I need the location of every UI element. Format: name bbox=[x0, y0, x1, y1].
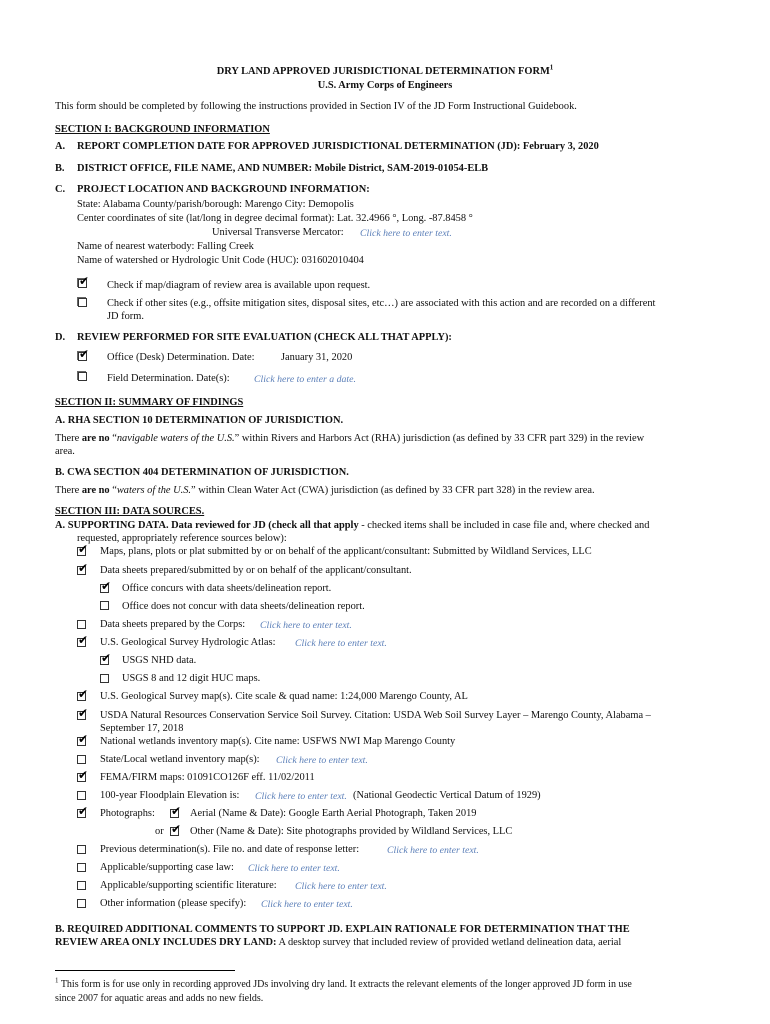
previous-determination-checkbox[interactable] bbox=[77, 845, 86, 854]
usgs-nhd-label: USGS NHD data. bbox=[122, 655, 197, 666]
office-determination-checkbox[interactable] bbox=[78, 347, 90, 361]
map-available-label: Check if map/diagram of review area is available upon request. bbox=[107, 280, 371, 291]
form-title: DRY LAND APPROVED JURISDICTIONAL DETERMINATION FORM$^1$ bbox=[216, 63, 554, 77]
office-not-concur-label: Office does not concur with data sheets/delineation report. bbox=[122, 601, 365, 612]
usgs-nhd-checkbox[interactable] bbox=[100, 651, 112, 665]
utm-label: Universal Transverse Mercator: bbox=[212, 227, 344, 238]
check-mark-icon: ✔ bbox=[78, 768, 89, 782]
check-mark-icon: ✔ bbox=[78, 804, 89, 818]
state-inventory-checkbox[interactable] bbox=[77, 755, 86, 764]
nwi-checkbox[interactable] bbox=[77, 732, 89, 746]
district-office-file: DISTRICT OFFICE, FILE NAME, AND NUMBER: Mobile District, SAM-2019-01054-ELB bbox=[77, 163, 489, 174]
nwi-label: National wetlands inventory map(s). Cite name: USFWS NWI Map Marengo County bbox=[100, 736, 456, 747]
footnote-line-2: since 2007 for aquatic areas and adds no new fields. bbox=[55, 993, 264, 1004]
other-sites-label-2: JD form. bbox=[107, 311, 144, 322]
usgs-atlas-field[interactable]: Click here to enter text. bbox=[295, 638, 387, 649]
project-location-heading: PROJECT LOCATION AND BACKGROUND INFORMATION: bbox=[77, 184, 370, 195]
check-mark-icon: ✔ bbox=[171, 822, 182, 836]
field-determination-checkbox[interactable] bbox=[78, 372, 87, 381]
check-mark-icon: ✔ bbox=[78, 706, 89, 720]
photographs-label: Photographs: bbox=[100, 808, 155, 819]
usgs-atlas-checkbox[interactable] bbox=[77, 633, 89, 647]
check-mark-icon: ✔ bbox=[79, 274, 90, 288]
field-determination-label: Field Determination. Date(s): bbox=[107, 373, 230, 384]
previous-determination-label: Previous determination(s). File no. and date of response letter: bbox=[100, 844, 360, 855]
scientific-literature-checkbox[interactable] bbox=[77, 881, 86, 890]
usgs-maps-label: U.S. Geological Survey map(s). Cite scale & quad name: 1:24,000 Marengo County, AL bbox=[100, 691, 468, 702]
aerial-checkbox[interactable] bbox=[170, 804, 182, 818]
usda-label-1: USDA Natural Resources Conservation Service Soil Survey. Citation: USDA Web Soil Survey Layer – Marengo County, Alabama – bbox=[100, 710, 651, 721]
supporting-data-heading-2: requested, appropriately reference sources below): bbox=[77, 533, 287, 544]
footnote-line-1: $^1$ This form is for use only in recording approved JDs involving dry land. It extracts the relevant elements of the longer approved JD form in use bbox=[55, 976, 632, 990]
check-mark-icon: ✔ bbox=[101, 651, 112, 665]
corps-datasheets-field[interactable]: Click here to enter text. bbox=[260, 620, 352, 631]
section1-heading: SECTION I: BACKGROUND INFORMATION bbox=[55, 124, 270, 135]
office-determination-date[interactable]: January 31, 2020 bbox=[281, 352, 353, 363]
cwa-text: There are no “waters of the U.S.” within Clean Water Act (CWA) jurisdiction (as defined by 33 CFR part 328) in the review area. bbox=[55, 485, 595, 496]
rha-text: There are no “navigable waters of the U.S.” within Rivers and Harbors Act (RHA) jurisdiction (as defined by 33 CFR part 329) in the review bbox=[55, 433, 645, 444]
check-mark-icon: ✔ bbox=[101, 579, 112, 593]
field-determination-date[interactable]: Click here to enter a date. bbox=[254, 374, 356, 385]
section1-a-letter: A. bbox=[55, 141, 66, 152]
form-subtitle: U.S. Army Corps of Engineers bbox=[317, 80, 453, 91]
other-sites-checkbox[interactable] bbox=[78, 298, 87, 307]
usda-label-2: September 17, 2018 bbox=[100, 723, 184, 734]
review-performed-heading: REVIEW PERFORMED FOR SITE EVALUATION (CHECK ALL THAT APPLY): bbox=[77, 332, 452, 343]
floodplain-datum: (National Geodectic Vertical Datum of 1929) bbox=[353, 790, 541, 801]
or-label: or bbox=[155, 826, 164, 837]
corps-datasheets-label: Data sheets prepared by the Corps: bbox=[100, 619, 246, 630]
case-law-field[interactable]: Click here to enter text. bbox=[248, 863, 340, 874]
section2-heading: SECTION II: SUMMARY OF FINDINGS bbox=[55, 397, 244, 408]
fema-label: FEMA/FIRM maps: 01091CO126F eff. 11/02/2011 bbox=[100, 772, 315, 783]
check-mark-icon: ✔ bbox=[78, 633, 89, 647]
office-concurs-checkbox[interactable] bbox=[100, 579, 112, 593]
state-inventory-field[interactable]: Click here to enter text. bbox=[276, 755, 368, 766]
usgs-huc-label: USGS 8 and 12 digit HUC maps. bbox=[122, 673, 261, 684]
aerial-label: Aerial (Name & Date): Google Earth Aerial Photograph, Taken 2019 bbox=[190, 808, 477, 819]
maps-checkbox[interactable] bbox=[77, 542, 89, 556]
section3-heading: SECTION III: DATA SOURCES. bbox=[55, 506, 205, 517]
scientific-literature-field[interactable]: Click here to enter text. bbox=[295, 881, 387, 892]
usda-checkbox[interactable] bbox=[77, 706, 89, 720]
usgs-maps-checkbox[interactable] bbox=[77, 687, 89, 701]
other-photo-checkbox[interactable] bbox=[170, 822, 182, 836]
supporting-data-heading: A. SUPPORTING DATA. Data reviewed for JD (check all that apply - checked items shall be included in case file and, where checked and bbox=[55, 520, 650, 531]
map-available-checkbox[interactable] bbox=[78, 274, 90, 288]
case-law-checkbox[interactable] bbox=[77, 863, 86, 872]
other-information-field[interactable]: Click here to enter text. bbox=[261, 899, 353, 910]
check-mark-icon: ✔ bbox=[171, 804, 182, 818]
office-not-concur-checkbox[interactable] bbox=[100, 601, 109, 610]
nearest-waterbody: Name of nearest waterbody: Falling Creek bbox=[77, 241, 254, 252]
additional-comments-text: REVIEW AREA ONLY INCLUDES DRY LAND: A desktop survey that included review of provided wetland delineation data, aerial bbox=[55, 937, 622, 948]
office-concurs-label: Office concurs with data sheets/delineation report. bbox=[122, 583, 332, 594]
section1-d-letter: D. bbox=[55, 332, 66, 343]
additional-comments-heading: B. REQUIRED ADDITIONAL COMMENTS TO SUPPORT JD. EXPLAIN RATIONALE FOR DETERMINATION THAT THE bbox=[55, 924, 630, 935]
check-mark-icon: ✔ bbox=[78, 687, 89, 701]
datasheets-checkbox[interactable] bbox=[77, 561, 89, 575]
fema-checkbox[interactable] bbox=[77, 768, 89, 782]
usgs-huc-checkbox[interactable] bbox=[100, 674, 109, 683]
floodplain-label: 100-year Floodplain Elevation is: bbox=[100, 790, 240, 801]
rha-text-2: area. bbox=[55, 446, 75, 457]
corps-datasheets-checkbox[interactable] bbox=[77, 620, 86, 629]
datasheets-label: Data sheets prepared/submitted by or on behalf of the applicant/consultant. bbox=[100, 565, 412, 576]
check-mark-icon: ✔ bbox=[79, 347, 90, 361]
case-law-label: Applicable/supporting case law: bbox=[100, 862, 234, 873]
other-photo-label: Other (Name & Date): Site photographs provided by Wildland Services, LLC bbox=[190, 826, 513, 837]
state-county-city: State: Alabama County/parish/borough: Marengo City: Demopolis bbox=[77, 199, 354, 210]
section1-b-letter: B. bbox=[55, 163, 65, 174]
center-coordinates: Center coordinates of site (lat/long in degree decimal format): Lat. 32.4966 °, Long. -87.8458 ° bbox=[77, 213, 473, 224]
footnote-divider bbox=[55, 970, 235, 971]
check-mark-icon: ✔ bbox=[78, 561, 89, 575]
report-completion-date: REPORT COMPLETION DATE FOR APPROVED JURISDICTIONAL DETERMINATION (JD): February 3, 2020 bbox=[77, 141, 599, 152]
utm-field[interactable]: Click here to enter text. bbox=[360, 228, 452, 239]
rha-heading: A. RHA SECTION 10 DETERMINATION OF JURISDICTION. bbox=[55, 415, 344, 426]
section1-c-letter: C. bbox=[55, 184, 66, 195]
floodplain-checkbox[interactable] bbox=[77, 791, 86, 800]
cwa-heading: B. CWA SECTION 404 DETERMINATION OF JURISDICTION. bbox=[55, 467, 349, 478]
other-sites-label-1: Check if other sites (e.g., offsite mitigation sites, disposal sites, etc…) are associated with this action and are recorded on a different bbox=[107, 298, 656, 309]
check-mark-icon: ✔ bbox=[78, 542, 89, 556]
scientific-literature-label: Applicable/supporting scientific literature: bbox=[100, 880, 277, 891]
photographs-checkbox[interactable] bbox=[77, 804, 89, 818]
state-inventory-label: State/Local wetland inventory map(s): bbox=[100, 754, 260, 765]
maps-label: Maps, plans, plots or plat submitted by or on behalf of the applicant/consultant: Submitted by Wildland Services, LLC bbox=[100, 546, 592, 557]
previous-determination-field[interactable]: Click here to enter text. bbox=[387, 845, 479, 856]
usgs-atlas-label: U.S. Geological Survey Hydrologic Atlas: bbox=[100, 637, 276, 648]
watershed-huc: Name of watershed or Hydrologic Unit Code (HUC): 031602010404 bbox=[77, 255, 364, 266]
office-determination-label: Office (Desk) Determination. Date: bbox=[107, 352, 255, 363]
check-mark-icon: ✔ bbox=[78, 732, 89, 746]
floodplain-field[interactable]: Click here to enter text. bbox=[255, 791, 347, 802]
other-information-label: Other information (please specify): bbox=[100, 898, 247, 909]
other-information-checkbox[interactable] bbox=[77, 899, 86, 908]
form-intro: This form should be completed by following the instructions provided in Section IV of the JD Form Instructional Guidebook. bbox=[55, 101, 577, 112]
